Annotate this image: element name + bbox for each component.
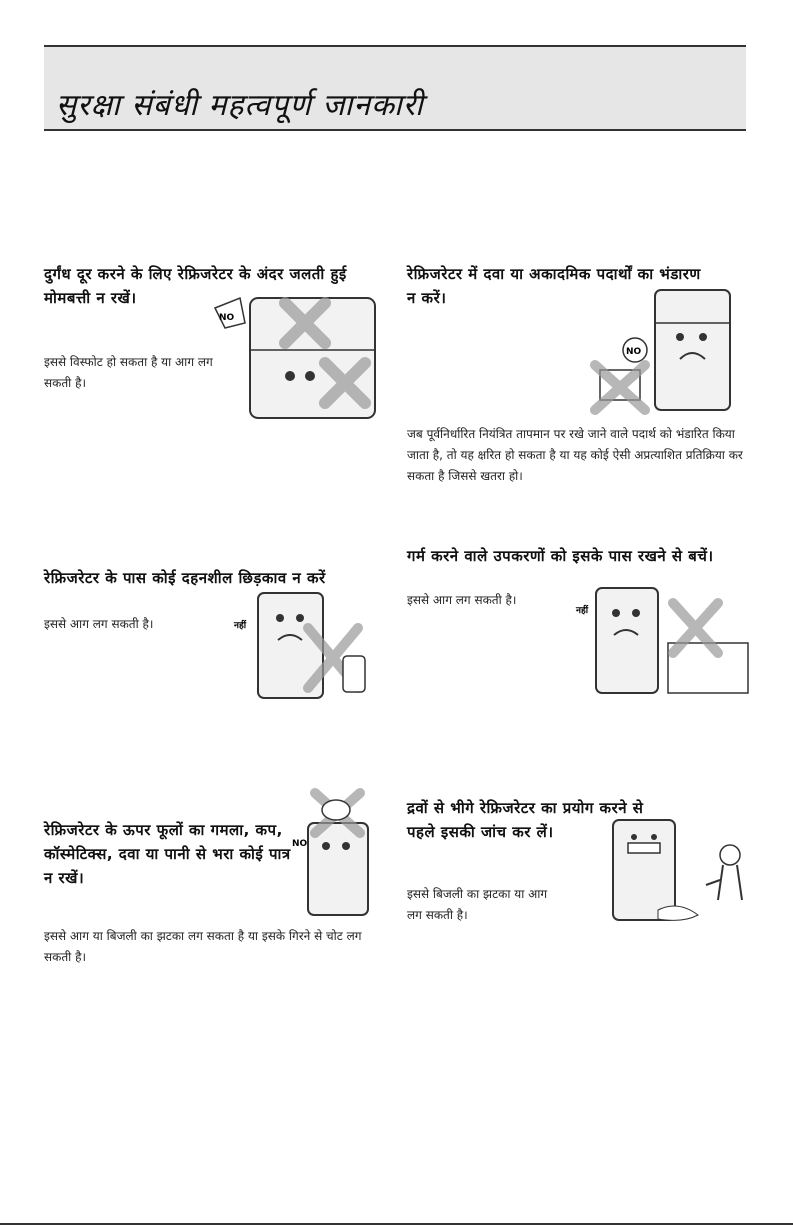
medicine-warning-illustration <box>585 275 755 415</box>
no-label: NO <box>292 839 308 849</box>
section-desc: इससे विस्फोट हो सकता है या आग लग सकती है। <box>44 355 213 390</box>
section-wet-desc <box>407 884 557 926</box>
section-heater-desc <box>407 590 567 611</box>
page-title: सुरक्षा संबंधी महत्वपूर्ण जानकारी <box>56 88 424 123</box>
spray-warning-illustration <box>228 588 388 700</box>
section-desc: इससे बिजली का झटका या आग लग सकती है। <box>407 887 548 922</box>
section-title: दुर्गंध दूर करने के लिए रेफ्रिजरेटर के अंदर जलती हुई मोमबत्ती न रखें। <box>44 265 347 307</box>
section-title: रेफ्रिजरेटर के पास कोई दहनशील छिड़काव न करें <box>44 569 326 587</box>
section-title: द्रवों से भीगे रेफ्रिजरेटर का प्रयोग करने से पहले इसकी जांच कर लें। <box>407 799 644 841</box>
section-spray-desc <box>44 614 234 635</box>
objects-on-top-warning-illustration <box>290 788 385 918</box>
section-desc: इससे आग लग सकती है। <box>407 593 517 607</box>
section-desc: इससे आग या बिजली का झटका लग सकता है या इसके गिरने से चोट लग सकती है। <box>44 929 362 964</box>
nahi-label: नहीं <box>576 606 589 616</box>
page-header <box>44 45 746 131</box>
section-desc: जब पूर्वनिर्धारित नियंत्रित तापमान पर रखे जाने वाले पदार्थ को भंडारित किया जाता है, तो यह क्षरित हो सकता है या यह कोई ऐसी अप्रत्याशित प्रतिक्रिया कर सकता है जिससे खतरा हो। <box>407 427 743 483</box>
section-objects-on-top-desc <box>44 926 374 968</box>
heater-warning-illustration <box>568 583 758 695</box>
section-heater <box>407 544 752 568</box>
section-candle-desc <box>44 352 229 394</box>
no-label: NO <box>219 313 235 323</box>
section-desc: इससे आग लग सकती है। <box>44 617 154 631</box>
no-label: NO <box>626 347 642 357</box>
section-spray <box>44 566 374 590</box>
section-title: रेफ्रिजरेटर में दवा या अकादमिक पदार्थों का भंडारण न करें। <box>407 265 701 307</box>
nahi-label: नहीं <box>234 621 247 631</box>
section-medicine-desc <box>407 424 747 487</box>
section-title: रेफ्रिजरेटर के ऊपर फूलों का गमला, कप, कॉस्मेटिक्स, दवा या पानी से भरा कोई पात्र न रखें। <box>44 821 291 887</box>
wet-fridge-illustration <box>598 815 758 925</box>
section-objects-on-top <box>44 818 299 890</box>
candle-warning-illustration <box>205 288 385 428</box>
section-title: गर्म करने वाले उपकरणों को इसके पास रखने से बचें। <box>407 547 714 565</box>
